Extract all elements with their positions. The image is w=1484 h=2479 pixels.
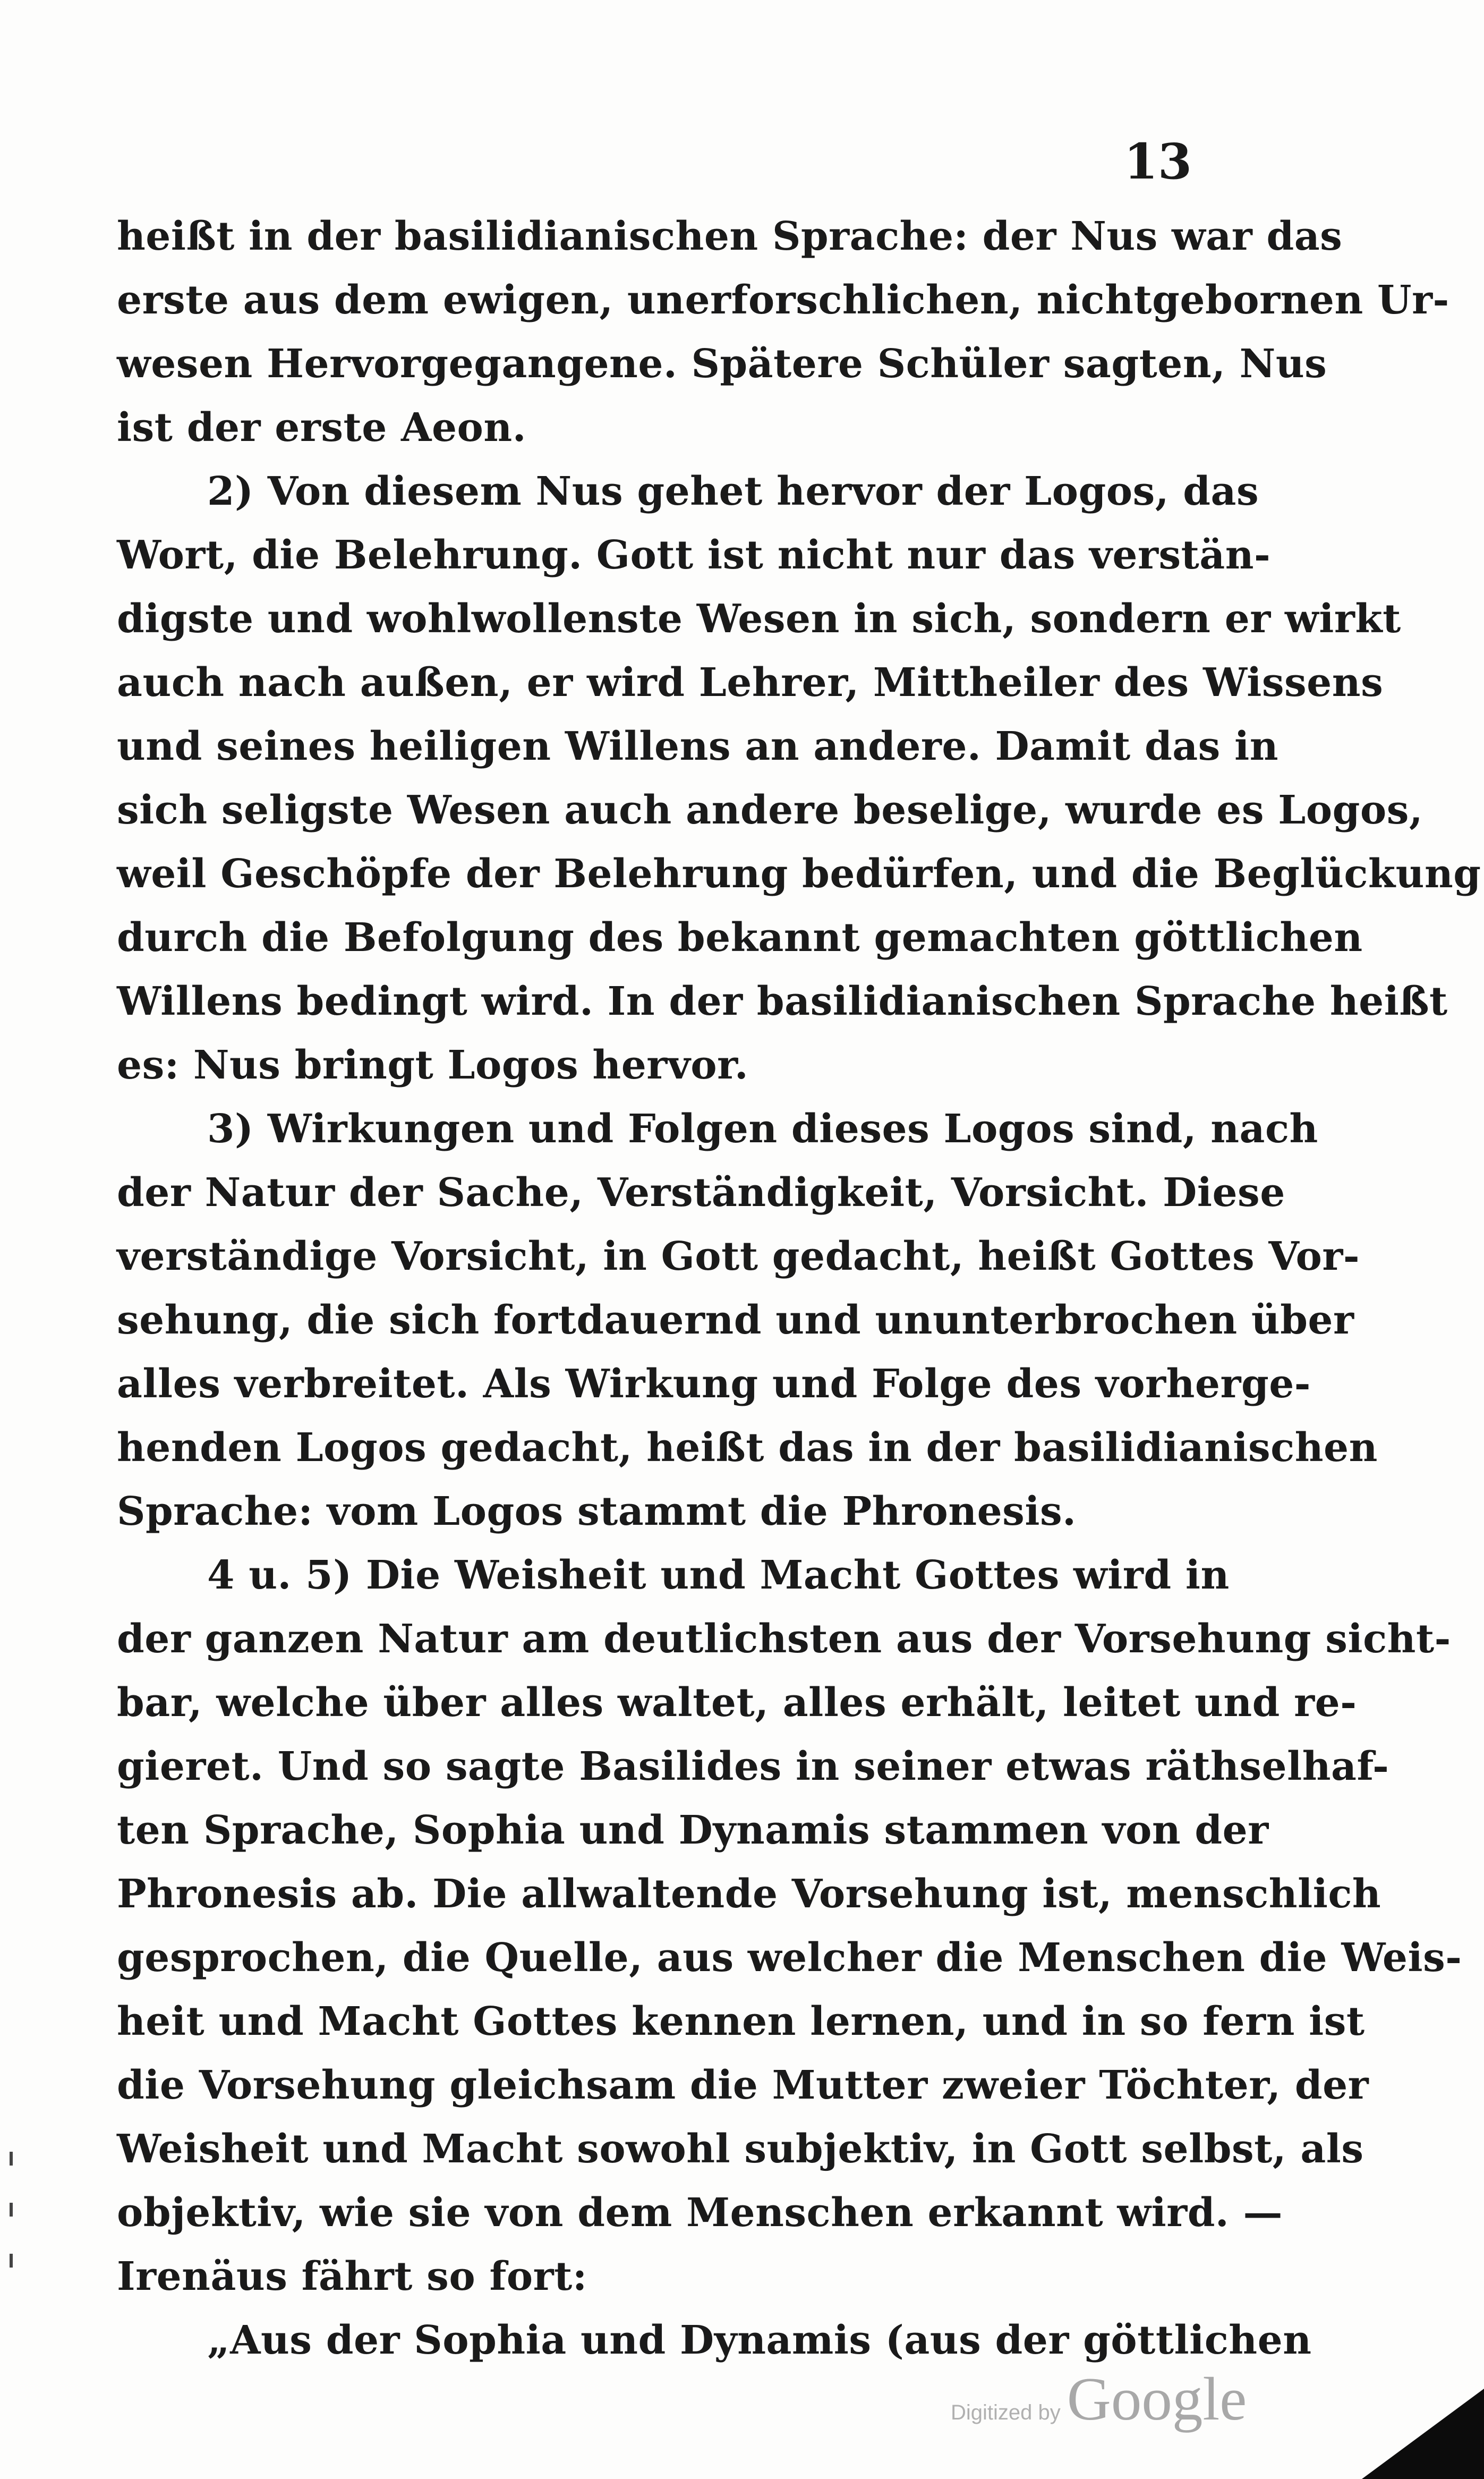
digitized-watermark: [951, 2364, 1247, 2434]
text-line: Willens bedingt wird. In der basilidianischen Sprache heißt: [117, 979, 1448, 1024]
text-line: wesen Hervorgegangene. Spätere Schüler sagten, Nus: [117, 341, 1327, 387]
scan-corner-shadow: [1362, 2389, 1484, 2479]
text-line: erste aus dem ewigen, unerforschlichen, nichtgebornen Ur-: [117, 277, 1449, 323]
text-line: 2) Von diesem Nus gehet hervor der Logos, das: [207, 469, 1259, 514]
text-line: sehung, die sich fortdauernd und ununterbrochen über: [117, 1297, 1354, 1343]
google-logo: Google: [1067, 2365, 1247, 2433]
text-line: objektiv, wie sie von dem Menschen erkannt wird. —: [117, 2190, 1283, 2236]
text-line: gesprochen, die Quelle, aus welcher die Menschen die Weis-: [117, 1935, 1462, 1981]
text-line: alles verbreitet. Als Wirkung und Folge des vorherge-: [117, 1361, 1311, 1407]
text-line: ten Sprache, Sophia und Dynamis stammen von der: [117, 1807, 1269, 1853]
page-edge-marks: [10, 2152, 17, 2322]
text-line: „Aus der Sophia und Dynamis (aus der göttlichen: [207, 2317, 1312, 2363]
text-line: verständige Vorsicht, in Gott gedacht, heißt Gottes Vor-: [117, 1234, 1360, 1279]
text-line: bar, welche über alles waltet, alles erhält, leitet und re-: [117, 1680, 1357, 1726]
text-line: der Natur der Sache, Verständigkeit, Vorsicht. Diese: [117, 1170, 1285, 1216]
text-line: 4 u. 5) Die Weisheit und Macht Gottes wird in: [207, 1552, 1230, 1598]
text-line: Weisheit und Macht sowohl subjektiv, in Gott selbst, als: [117, 2126, 1364, 2172]
page-number: 13: [1123, 133, 1192, 190]
text-line: weil Geschöpfe der Belehrung bedürfen, und die Beglückung: [117, 851, 1481, 897]
watermark-prefix: Digitized by: [951, 2401, 1061, 2424]
body-text: [117, 205, 1481, 2372]
text-line: Irenäus fährt so fort:: [117, 2254, 587, 2299]
text-line: henden Logos gedacht, heißt das in der basilidianischen: [117, 1425, 1378, 1471]
text-line: heißt in der basilidianischen Sprache: der Nus war das: [117, 214, 1343, 259]
text-line: 3) Wirkungen und Folgen dieses Logos sind, nach: [207, 1106, 1318, 1152]
text-line: digste und wohlwollenste Wesen in sich, sondern er wirkt: [117, 596, 1401, 642]
text-line: ist der erste Aeon.: [117, 405, 526, 451]
text-line: die Vorsehung gleichsam die Mutter zweier Töchter, der: [117, 2062, 1369, 2108]
text-line: auch nach außen, er wird Lehrer, Mittheiler des Wissens: [117, 660, 1384, 706]
text-line: und seines heiligen Willens an andere. Damit das in: [117, 724, 1279, 769]
text-line: heit und Macht Gottes kennen lernen, und in so fern ist: [117, 1999, 1365, 2044]
text-line: Phronesis ab. Die allwaltende Vorsehung ist, menschlich: [117, 1871, 1381, 1917]
edge-mark: [10, 2203, 13, 2217]
text-line: Wort, die Belehrung. Gott ist nicht nur das verstän-: [117, 532, 1271, 578]
edge-mark: [10, 2254, 13, 2268]
text-line: gieret. Und so sagte Basilides in seiner etwas räthselhaf-: [117, 1744, 1389, 1789]
text-line: der ganzen Natur am deutlichsten aus der Vorsehung sicht-: [117, 1616, 1451, 1662]
text-line: sich seligste Wesen auch andere beselige, wurde es Logos,: [117, 787, 1423, 833]
edge-mark: [10, 2152, 13, 2166]
text-line: Sprache: vom Logos stammt die Phronesis.: [117, 1489, 1077, 1534]
text-line: es: Nus bringt Logos hervor.: [117, 1042, 749, 1088]
text-line: durch die Befolgung des bekannt gemachten göttlichen: [117, 915, 1363, 961]
